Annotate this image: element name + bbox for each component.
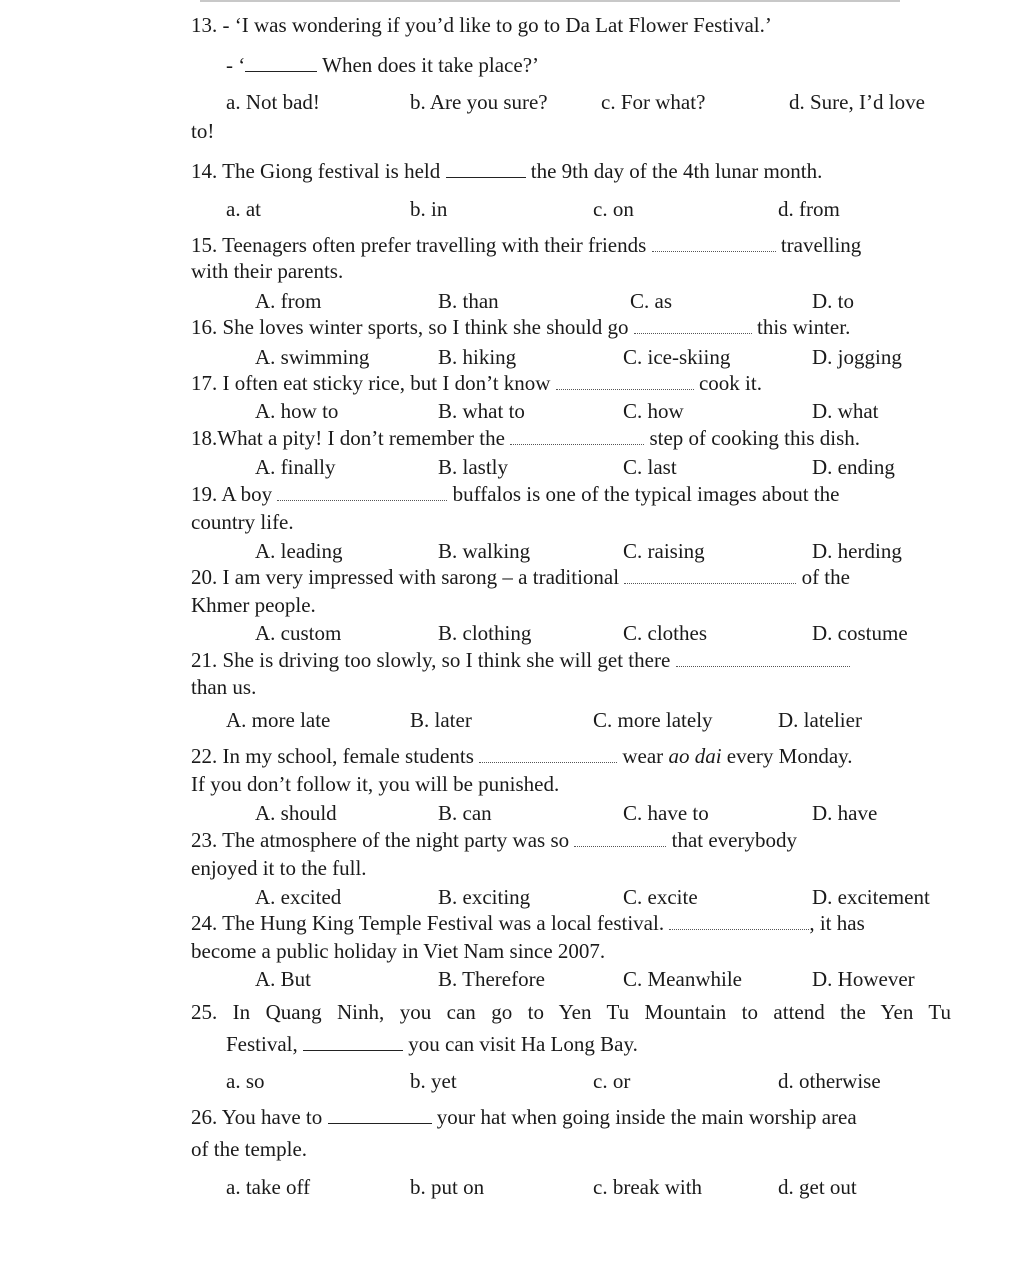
question-18: 18.What a pity! I don’t remember the step of cooking this dish.: [191, 426, 861, 450]
answer-blank[interactable]: [556, 373, 694, 390]
answer-blank[interactable]: [277, 484, 447, 501]
question-24: 24. The Hung King Temple Festival was a local festival. , it has: [191, 911, 865, 935]
option-a[interactable]: A. from: [255, 289, 322, 313]
question-25-line2: Festival, you can visit Ha Long Bay.: [226, 1032, 638, 1056]
question-13-options: [0, 88, 1024, 116]
question-13-option-d-continued: to!: [191, 119, 215, 143]
question-20-options: [0, 619, 1024, 647]
option-c[interactable]: C. raising: [623, 539, 705, 563]
question-17-options: [0, 397, 1024, 425]
question-22: 22. In my school, female students wear ao dai every Monday.: [191, 744, 853, 768]
option-a[interactable]: A. more late: [226, 708, 331, 732]
question-20-line2: Khmer people.: [191, 593, 316, 617]
question-text: 13. - ‘I was wondering if you’d like to go to Da Lat Flower Festival.’: [191, 13, 772, 37]
option-b[interactable]: B. hiking: [438, 345, 517, 369]
option-d[interactable]: d. Sure, I’d love: [789, 90, 925, 114]
question-21: 21. She is driving too slowly, so I think she will get there: [191, 647, 961, 674]
option-d[interactable]: d. otherwise: [778, 1069, 881, 1093]
question-13-reply: - ‘ When does it take place?’: [226, 53, 540, 77]
option-a[interactable]: A. excited: [255, 885, 342, 909]
option-a[interactable]: A. finally: [255, 455, 336, 479]
answer-blank[interactable]: [328, 1105, 432, 1124]
option-d[interactable]: D. jogging: [812, 345, 902, 369]
answer-blank[interactable]: [676, 650, 850, 667]
answer-blank[interactable]: [574, 830, 666, 847]
question-17: 17. I often eat sticky rice, but I don’t know cook it.: [191, 371, 762, 395]
option-b[interactable]: b. Are you sure?: [410, 90, 548, 114]
question-24-line2: become a public holiday in Viet Nam since 2007.: [191, 939, 606, 963]
option-d[interactable]: D. herding: [812, 539, 902, 563]
answer-blank[interactable]: [510, 428, 644, 445]
option-b[interactable]: B. what to: [438, 399, 525, 423]
question-21-options: [0, 706, 1024, 734]
option-d[interactable]: D. what: [812, 399, 879, 423]
question-20: 20. I am very impressed with sarong – a traditional of the: [191, 565, 850, 589]
question-13: [191, 12, 961, 39]
option-d[interactable]: D. to: [812, 289, 854, 313]
option-d[interactable]: d. from: [778, 197, 840, 221]
option-d[interactable]: D. have: [812, 801, 878, 825]
answer-blank[interactable]: [669, 913, 809, 930]
option-d[interactable]: d. get out: [778, 1175, 857, 1199]
option-b[interactable]: b. in: [410, 197, 448, 221]
question-24-options: [0, 965, 1024, 993]
question-22-line2: If you don’t follow it, you will be punished.: [191, 772, 560, 796]
option-a[interactable]: A. should: [255, 801, 337, 825]
option-b[interactable]: B. later: [410, 708, 472, 732]
option-b[interactable]: B. walking: [438, 539, 531, 563]
answer-blank[interactable]: [624, 567, 796, 584]
question-26-options: [0, 1173, 1024, 1201]
option-b[interactable]: B. Therefore: [438, 967, 545, 991]
option-d[interactable]: D. excitement: [812, 885, 930, 909]
question-23: 23. The atmosphere of the night party was so that everybody: [191, 828, 797, 852]
option-b[interactable]: b. yet: [410, 1069, 457, 1093]
option-a[interactable]: A. custom: [255, 621, 342, 645]
answer-blank[interactable]: [303, 1032, 403, 1051]
question-19-options: [0, 537, 1024, 565]
question-19-line2: country life.: [191, 510, 294, 534]
option-c[interactable]: C. how: [623, 399, 684, 423]
answer-blank[interactable]: [446, 159, 526, 178]
option-a[interactable]: a. take off: [226, 1175, 311, 1199]
question-21-line2: than us.: [191, 675, 257, 699]
option-c[interactable]: C. ice-skiing: [623, 345, 731, 369]
option-b[interactable]: B. clothing: [438, 621, 532, 645]
question-14-options: [0, 195, 1024, 223]
question-19: 19. A boy buffalos is one of the typical images about the: [191, 482, 840, 506]
question-14: 14. The Giong festival is held the 9th day of the 4th lunar month.: [191, 159, 823, 183]
question-15: 15. Teenagers often prefer travelling with their friends travelling: [191, 233, 862, 257]
option-c[interactable]: C. as: [630, 289, 672, 313]
question-16: 16. She loves winter sports, so I think she should go this winter.: [191, 315, 851, 339]
option-b[interactable]: B. can: [438, 801, 492, 825]
answer-blank[interactable]: [652, 235, 776, 252]
question-25-options: [0, 1067, 1024, 1095]
question-23-options: [0, 883, 1024, 911]
option-b[interactable]: B. lastly: [438, 455, 509, 479]
option-c[interactable]: c. or: [593, 1069, 631, 1093]
cut-off-previous-line: [200, 0, 900, 5]
option-c[interactable]: C. have to: [623, 801, 709, 825]
option-a[interactable]: A. leading: [255, 539, 343, 563]
option-a[interactable]: A. swimming: [255, 345, 370, 369]
option-a[interactable]: A. how to: [255, 399, 339, 423]
answer-blank[interactable]: [479, 746, 617, 763]
option-d[interactable]: D. latelier: [778, 708, 862, 732]
answer-blank[interactable]: [245, 53, 317, 72]
question-15-options: [0, 287, 1024, 315]
option-a[interactable]: a. Not bad!: [226, 90, 320, 114]
option-a[interactable]: A. But: [255, 967, 312, 991]
answer-blank[interactable]: [634, 317, 752, 334]
option-c[interactable]: c. break with: [593, 1175, 703, 1199]
question-16-options: [0, 343, 1024, 371]
option-c[interactable]: C. more lately: [593, 708, 713, 732]
option-a[interactable]: a. at: [226, 197, 261, 221]
option-d[interactable]: D. However: [812, 967, 915, 991]
question-15-line2: with their parents.: [191, 259, 344, 283]
option-a[interactable]: a. so: [226, 1069, 265, 1093]
question-26: 26. You have to your hat when going inside the main worship area: [191, 1105, 857, 1129]
question-23-line2: enjoyed it to the full.: [191, 856, 367, 880]
question-25: 25. In Quang Ninh, you can go to Yen Tu Mountain to attend the Yen Tu: [191, 1000, 951, 1024]
option-d[interactable]: D. costume: [812, 621, 908, 645]
option-c[interactable]: C. excite: [623, 885, 698, 909]
option-d[interactable]: D. ending: [812, 455, 895, 479]
option-c[interactable]: C. last: [623, 455, 677, 479]
option-c[interactable]: c. on: [593, 197, 634, 221]
question-22-options: [0, 799, 1024, 827]
option-c[interactable]: C. Meanwhile: [623, 967, 742, 991]
option-c[interactable]: c. For what?: [601, 90, 706, 114]
question-26-line2: of the temple.: [191, 1137, 308, 1161]
option-c[interactable]: C. clothes: [623, 621, 707, 645]
question-18-options: [0, 453, 1024, 481]
option-b[interactable]: b. put on: [410, 1175, 485, 1199]
option-b[interactable]: B. than: [438, 289, 499, 313]
option-b[interactable]: B. exciting: [438, 885, 531, 909]
